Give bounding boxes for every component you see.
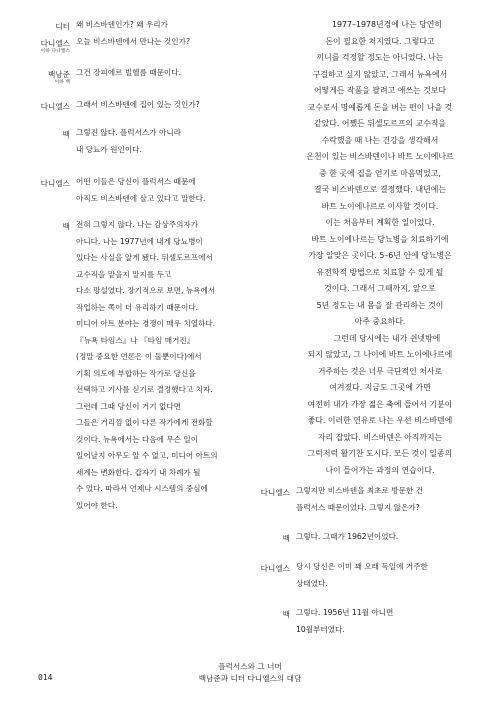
text-line: 가장 알맞은 곳이다. 5–6년 안에 당뇨병은 <box>308 251 452 260</box>
right-dialogue <box>250 483 460 638</box>
text-line: 끼니를 걱정할 정도는 아니었다. 나는 <box>316 53 444 62</box>
text-line: 어떤 이들은 당신이 플럭서스 때문에 <box>76 177 196 186</box>
speaker-label: 백 <box>282 534 290 543</box>
left-column <box>0 17 250 514</box>
text-line: 기획 의도에 부합하는 작가로 당신을 <box>76 368 196 378</box>
speaker-note: 이하 백 <box>54 80 70 85</box>
text-line: 일어날지 아무도 알 수 없고, 미디어 아트의 <box>76 451 218 460</box>
text-line: 오늘 비스바덴에서 만나는 것인가? <box>76 37 190 46</box>
text-line: 1977–1978년경에 나는 당연히 <box>331 20 443 29</box>
text-line: 바트 노이에나르로 이사할 것이다. <box>321 201 439 211</box>
entry-text <box>296 483 460 529</box>
speaker-label: 백 <box>62 130 70 139</box>
speaker-label: 다니엘스 <box>260 488 290 497</box>
text-line: 그런데 그때 당신이 거기 없다면 <box>76 401 182 411</box>
speaker-label: 백 <box>282 610 290 619</box>
text-line: (정말 중요한 언론은 이 둘뿐이다)에서 <box>76 352 202 361</box>
text-line: 나이 들어가는 과정의 연습이다. <box>325 465 435 475</box>
text-line: 상태였다. <box>296 578 328 588</box>
dialogue-entry <box>250 559 460 605</box>
text-line: 미디어 아트 분야는 경쟁이 매우 치열하다. <box>76 319 216 328</box>
footer-title-line: 플럭서스와 그 너머 <box>218 662 282 671</box>
text-line: 작업하는 쪽이 더 유리하기 때문이다. <box>76 302 199 312</box>
text-line: 왜 비스바덴인가? 왜 우리가 <box>76 20 168 29</box>
text-line: 여전히 내가 가장 젊은 축에 들어서 기분이 <box>307 399 453 409</box>
text-line: 있다는 사실을 알게 됐다. 뒤셀도르프에서 <box>76 253 213 262</box>
text-line: 당시 당신은 이미 꽤 오래 독일에 거주한 <box>296 562 428 571</box>
text-line: 그렇다. 그때가 1962년이었다. <box>296 532 399 541</box>
text-line: 것이다. 뉴욕에서는 다음에 무슨 일이 <box>76 434 199 444</box>
entry-text <box>76 217 240 514</box>
dialogue-entry <box>0 217 250 514</box>
text-line: 같았다. 어쨌든 뒤셀도르프의 교수직을 <box>314 119 446 128</box>
speaker-label: 다니엘스 <box>40 102 70 111</box>
dialogue-entry <box>250 605 460 638</box>
text-line: 그런데 당시에는 내가 쉰넷밖에 <box>333 333 441 343</box>
text-line: 돈이 필요한 처지였다. 그렇다고 <box>325 36 435 46</box>
entry-text <box>76 125 240 174</box>
entry-text <box>296 605 460 638</box>
speaker-label: 백남준 이하 백 <box>0 65 70 97</box>
dialogue-entry <box>0 97 250 125</box>
entry-text <box>76 174 240 217</box>
text-line: 이는 처음부터 계획한 일이었다. <box>325 218 435 227</box>
text-line: 세계는 변화한다. 갑자기 내 차례가 될 <box>76 467 201 477</box>
text-line: 10월부터였다. <box>296 624 345 634</box>
text-line: 구걸하고 싶지 않았고, 그래서 뉴욕에서 <box>312 69 448 79</box>
dialogue-entry <box>0 174 250 217</box>
text-line: 바트 노이에나르는 당뇨병을 치료하기에 <box>311 234 449 244</box>
text-line: 내 당뇨가 원인이다. <box>76 144 142 154</box>
entry-text <box>296 559 460 605</box>
text-line: 자리 잡았다. 비스바덴은 아직까지는 <box>317 432 443 442</box>
text-line: 중 한 곳에 집을 얻기로 마음먹었고, <box>319 168 441 178</box>
text-line: 그렇진 않다. 플럭서스가 아니라 <box>76 128 182 137</box>
speaker-label: 다니엘스 <box>260 564 290 573</box>
entry-text <box>76 97 240 125</box>
dialogue-entry <box>0 125 250 174</box>
dialogue-entry <box>250 529 460 559</box>
text-line: 플럭서스 때문이었다. 그렇지 않은가? <box>296 502 420 512</box>
dialogue-entry <box>0 34 250 65</box>
right-column <box>250 17 500 634</box>
text-line: 것이다. 그래서 그때까지, 앞으로 <box>324 284 436 293</box>
text-line: 온천이 있는 비스바덴이나 바트 노이에나르 <box>306 152 454 161</box>
text-line: 그들은 거리낌 없이 다른 작가에게 전화할 <box>76 418 213 427</box>
text-line: 전혀 그렇지 않다. 나는 감상주의자가 <box>76 220 199 229</box>
text-line: 그럭저럭 활기찬 도시다. 모든 것이 일종의 <box>307 449 453 458</box>
text-line: 아니다. 나는 1977년에 내게 당뇨병이 <box>76 236 203 246</box>
text-line: 그렇지만 비스바덴을 최초로 방문한 건 <box>296 486 424 495</box>
dialogue-entry <box>250 483 460 529</box>
text-line: 그렇다. 1956년 11월 아니면 <box>296 608 394 617</box>
footer-subtitle-line: 백남준과 디터 다니엘스의 대담 <box>198 674 302 683</box>
text-line: 아주 중요하다. <box>354 317 406 326</box>
text-line: 유전학적 방법으로 치료할 수 있게 될 <box>316 267 444 277</box>
text-line: 5년 정도는 내 몸을 잘 관리하는 것이 <box>316 300 444 310</box>
entry-text <box>76 17 240 34</box>
speaker-label: 백 <box>62 222 70 231</box>
entry-text <box>76 65 240 97</box>
text-line: 그래서 비스바덴에 집이 있는 것인가? <box>76 100 200 109</box>
text-line: 어떻게든 작품을 팔려고 애쓰는 것보다 <box>314 86 446 95</box>
text-line: 거주하는 것은 너무 극단적인 처사로 <box>317 366 443 376</box>
dialogue-entry <box>0 17 250 34</box>
text-line: 결국 비스바덴으로 결정했다. 내년에는 <box>314 185 446 194</box>
text-line: 아직도 비스바덴에 살고 있다고 말한다. <box>76 193 206 203</box>
entry-text <box>296 529 460 559</box>
speaker-label: 디터 <box>55 22 70 31</box>
text-line: 좋다. 이러한 연유로 나는 우선 비스바덴에 <box>307 416 453 425</box>
entry-text <box>76 34 240 65</box>
dialogue-entry <box>0 65 250 97</box>
text-line: 수락했을 때 나는 건강을 생각해서 <box>321 135 439 145</box>
text-line: 그건 장피에르 빌헬름 때문이다. <box>76 68 182 77</box>
text-line: 있어야 한다. <box>76 500 118 510</box>
running-footer <box>150 661 350 685</box>
text-line: 다소 망설였다. 장기적으로 보면, 뉴욕에서 <box>76 286 216 295</box>
text-line: 되지 않았고, 그 나이에 바트 노이에나르에 <box>307 350 453 359</box>
text-line: 교수로서 명예롭게 돈을 버는 편이 나을 것 <box>307 102 453 112</box>
speaker-label: 다니엘스 이하 다니엘스 <box>0 34 70 65</box>
text-line: 교수직을 맡을지 말지를 두고 <box>76 269 172 279</box>
speaker-note: 이하 다니엘스 <box>40 49 70 54</box>
continued-answer <box>250 17 490 479</box>
page-number: 014 <box>38 673 53 682</box>
text-line: 선택하고 기사를 싣기로 결정했다고 치자. <box>76 385 213 394</box>
speaker-label: 다니엘스 <box>40 179 70 188</box>
text-line: 『뉴욕 타임스』나 『타임 매거진』 <box>76 335 195 345</box>
text-line: 수 있다. 따라서 언제나 시스템의 중심에 <box>76 484 208 493</box>
text-line: 여겨졌다. 지금도 그곳에 가면 <box>329 383 431 392</box>
